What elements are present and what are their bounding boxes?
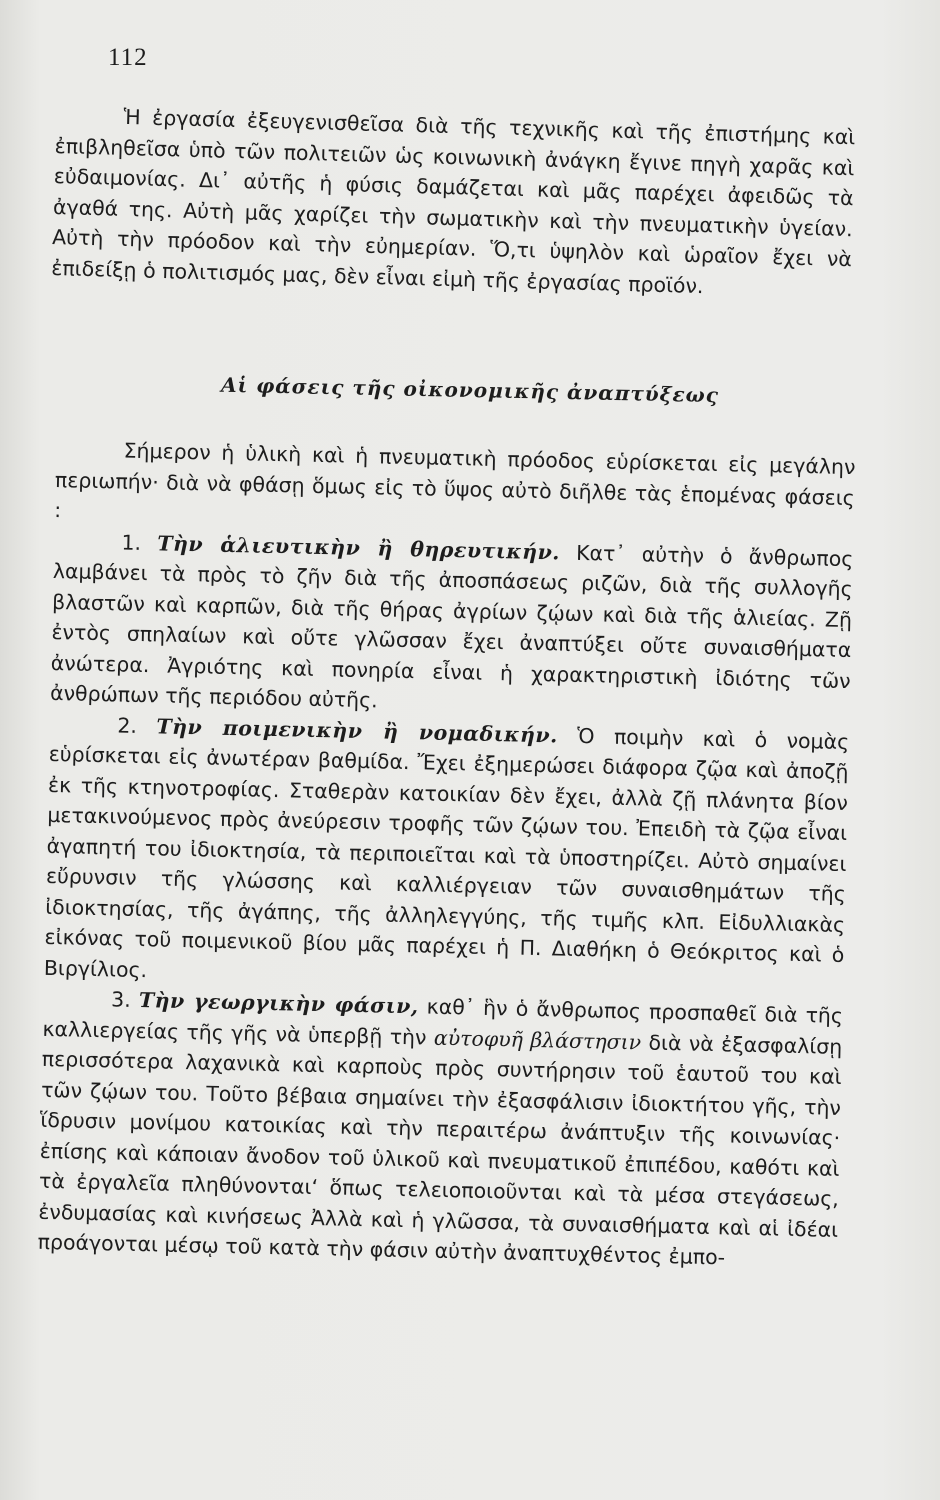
opening-paragraph-block <box>51 100 856 305</box>
item-text: Κατ᾽ αὐτὴν ὁ ἄνθρωπος λαμβάνει τὰ πρὸς τὸ ζῆν διὰ τῆς ἀποσπάσεως ριζῶν, διὰ τῆς συλλογῆς βλαστῶν καὶ καρπῶν, διὰ τῆς θήρας ἀγρίων ζῴων καὶ διὰ τῆς ἁλιείας. Ζῇ ἐντὸς σπηλαίων καὶ οὔτε γλῶσσαν ἔχει ἀναπτύξει οὔτε συναισθήματα ἀνώτερα. Ἀγριότης καὶ πονηρία εἶναι ἡ χαρακτηριστικὴ ἰδιότης τῶν ἀνθρώπων τῆς περιόδου αὐτῆς. <box>49 540 854 713</box>
opening-paragraph: Ἡ ἐργασία ἐξευγενισθεῖσα διὰ τῆς τεχνικῆς καὶ τῆς ἐπιστήμης καὶ ἐπιβληθεῖσα ὑπὸ τῶν πολιτειῶν ὡς κοινωνικὴ ἀνάγκη ἔγινε πηγὴ χαρᾶς καὶ εὐδαιμονίας. Δι᾽ αὐτῆς ἡ φύσις δαμάζεται καὶ μᾶς παρέχει ἀφειδῶς τὰ ἀγαθά της. Αὐτὴ μᾶς χαρίζει τὴν σωματικὴν καὶ τὴν πνευματικὴν ὑγείαν. Αὐτὴ τὴν πρόοδον καὶ τὴν εὐημερίαν. Ὅ,τι ὑψηλὸν καὶ ὡραῖον ἔχει νὰ ἐπιδείξῃ ὁ πολιτισμός μας, δὲν εἶναι εἰμὴ τῆς ἐργασίας προϊόν. <box>50 104 856 298</box>
item-number: 3. <box>110 987 132 1012</box>
list-item <box>50 525 854 726</box>
intro-paragraph: Σήμερον ἡ ὑλικὴ καὶ ἡ πνευματικὴ πρόοδος εὑρίσκεται εἰς μεγάλην περιωπήν· διὰ νὰ φθάσῃ ὅμως εἰς τὸ ὕψος αὐτὸ διῆλθε τὰς ἑπομένας φάσεις : <box>54 438 856 523</box>
item-number: 1. <box>121 530 142 555</box>
item-title: Τὴν ποιμενικὴν ἢ νομαδικήν. <box>156 713 559 747</box>
section-heading: Αἱ φάσεις τῆς οἰκονομικῆς ἀναπτύξεως <box>220 372 720 408</box>
item-text-before: καθ᾽ ἣν ὁ ἄνθρωπος προσπαθεῖ διὰ τῆς καλλιεργείας τῆς γῆς νὰ ὑπερβῇ τὴν <box>42 994 844 1050</box>
item-number: 2. <box>117 712 138 738</box>
item-text: Ὁ ποιμὴν καὶ ὁ νομὰς εὑρίσκεται εἰς ἀνωτέραν βαθμίδα. Ἔχει ἐξημερώσει διάφορα ζῷα καὶ ἀποζῇ ἐκ τῆς κτηνοτροφίας. Σταθερὰν κατοικίαν δὲν ἔχει, ἀλλὰ ζῇ πλάνητα βίον μετακινούμενος πρὸς ἀνεύρεσιν τροφῆς τῶν ζῴων του. Ἐπειδὴ τὰ ζῷα εἶναι ἀγαπητή του ἰδιοκτησία, τὰ περιποιεῖται καὶ τὰ ὑποστηρίζει. Αὐτὸ σημαίνει εὔρυνσιν τῆς γλώσσης καὶ καλλιέργειαν τῶν συναισθημάτων τῆς ἰδιοκτησίας, τῆς ἀγάπης, τῆς ἀλληλεγγύης, τῆς τιμῆς κλπ. Εἰδυλλιακὰς εἰκόνας τοῦ ποιμενικοῦ βίου μᾶς παρέχει ἡ Π. Διαθήκη ὁ Θεόκριτος καὶ ὁ Βιργίλιος. <box>43 723 850 982</box>
list-item <box>44 708 850 1001</box>
item-text-after: διὰ νὰ ἐξασφαλίσῃ περισσότερα λαχανικὰ καὶ καρποὺς πρὸς συντήρησιν τοῦ ἑαυτοῦ του καὶ τῶν ζῴων του. Τοῦτο βέβαια σημαίνει τὴν ἐξασφάλισιν ἰδιοκτήτου γῆς, τὴν ἵδρυσιν μονίμου κατοικίας καὶ τὴν περαιτέρω ἀνάπτυξιν τῆς κοινωνίας· ἐπίσης καὶ κάποιαν ἄνοδον τοῦ ὑλικοῦ καὶ πνευματικοῦ ἐπιπέδου, καθότι καὶ τὰ ἐργαλεῖα πληθύνονται‘ ὅπως τελειοποιοῦνται καὶ τὰ μέσα στεγάσεως, ἐνδυμασίας καὶ κινήσεως Ἀλλὰ καὶ ἡ γλῶσσα, τὰ συναισθήματα καὶ αἱ ἰδέαι προάγονται μέσῳ τοῦ κατὰ τὴν φάσιν αὐτὴν ἀναπτυχθέντος ἐμπο- <box>37 1030 843 1270</box>
list-item <box>37 983 843 1276</box>
item-title: Τὴν ἁλιευτικὴν ἢ θηρευτικήν. <box>157 530 561 564</box>
section-body <box>37 434 855 1275</box>
item-italic-phrase: αὐτοφυῆ βλάστησιν <box>433 1025 642 1054</box>
item-title: Τὴν γεωργικὴν φάσιν, <box>138 988 419 1019</box>
page-number: 112 <box>108 44 148 71</box>
